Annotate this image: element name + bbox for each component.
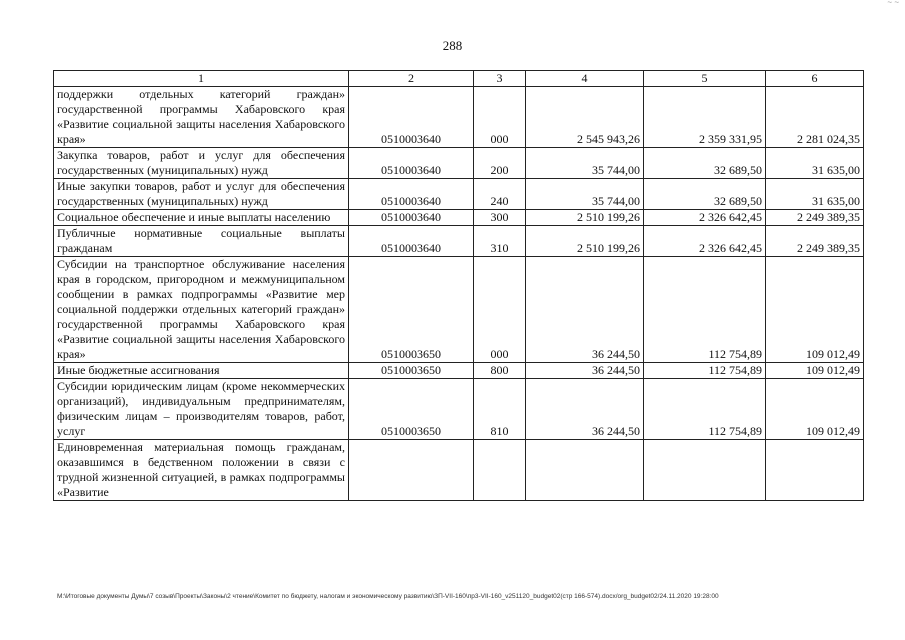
budget-table <box>53 70 864 501</box>
row-target-code: 0510003650 <box>349 379 474 440</box>
row-amount-year2: 112 754,89 <box>644 363 766 379</box>
row-name: Публичные нормативные социальные выплаты гражданам <box>54 226 349 257</box>
row-target-code: 0510003640 <box>349 210 474 226</box>
row-amount-year3: 109 012,49 <box>766 363 864 379</box>
row-expense-kind: 300 <box>474 210 526 226</box>
table-row <box>54 226 864 257</box>
row-amount-year3: 31 635,00 <box>766 179 864 210</box>
row-amount-year3 <box>766 440 864 501</box>
row-amount-year3: 109 012,49 <box>766 257 864 363</box>
table-row <box>54 363 864 379</box>
header-row <box>54 71 864 87</box>
row-amount-year2: 112 754,89 <box>644 257 766 363</box>
row-amount-year3: 2 249 389,35 <box>766 226 864 257</box>
row-name: Субсидии на транспортное обслуживание населения края в городском, пригородном и межмуниципальном сообщении в рамках подпрограммы «Развитие мер социальной поддержки отдельных категорий граждан» государственной программы Хабаровского края «Развитие социальной защиты населения Хабаровского края» <box>54 257 349 363</box>
row-amount-year1: 36 244,50 <box>526 257 644 363</box>
footer-file-path: M:\Итоговые документы Думы\7 созыв\Проекты\Законы\2 чтение\Комитет по бюджету, налогам и экономическому развитию\ЗП-VII-160\пр3-VII-160_v251120_budget02(стр 166-574).docx/org_budget02/24.11.2020 19:28:00 <box>57 593 719 600</box>
row-amount-year2: 2 326 642,45 <box>644 210 766 226</box>
header-col-1: 1 <box>54 71 349 87</box>
row-amount-year2: 32 689,50 <box>644 148 766 179</box>
row-target-code: 0510003640 <box>349 226 474 257</box>
table-row <box>54 257 864 363</box>
row-name: Социальное обеспечение и иные выплаты населению <box>54 210 349 226</box>
row-expense-kind: 810 <box>474 379 526 440</box>
row-amount-year2: 32 689,50 <box>644 179 766 210</box>
row-expense-kind: 800 <box>474 363 526 379</box>
row-amount-year1: 2 510 199,26 <box>526 210 644 226</box>
row-amount-year1: 36 244,50 <box>526 363 644 379</box>
row-target-code: 0510003640 <box>349 179 474 210</box>
row-amount-year1 <box>526 440 644 501</box>
table-row <box>54 210 864 226</box>
row-expense-kind: 310 <box>474 226 526 257</box>
row-expense-kind: 240 <box>474 179 526 210</box>
header-col-3: 3 <box>474 71 526 87</box>
row-amount-year1: 2 510 199,26 <box>526 226 644 257</box>
header-col-5: 5 <box>644 71 766 87</box>
row-name: Единовременная материальная помощь гражданам, оказавшимся в бедственном положении в связи с трудной жизненной ситуацией, в рамках подпрограммы «Развитие <box>54 440 349 501</box>
page-number: 288 <box>442 38 463 53</box>
header-col-6: 6 <box>766 71 864 87</box>
row-amount-year1: 35 744,00 <box>526 179 644 210</box>
row-name: Субсидии юридическим лицам (кроме некоммерческих организаций), индивидуальным предпринимателям, физическим лицам – производителям товаров, работ, услуг <box>54 379 349 440</box>
table-row <box>54 379 864 440</box>
row-target-code: 0510003650 <box>349 363 474 379</box>
row-amount-year2: 112 754,89 <box>644 379 766 440</box>
table-row <box>54 440 864 501</box>
row-expense-kind: 200 <box>474 148 526 179</box>
header-col-2: 2 <box>349 71 474 87</box>
row-target-code: 0510003640 <box>349 87 474 148</box>
corner-mark: ~ ~ <box>887 0 899 7</box>
row-target-code: 0510003640 <box>349 148 474 179</box>
row-amount-year3: 109 012,49 <box>766 379 864 440</box>
header-col-4: 4 <box>526 71 644 87</box>
row-expense-kind <box>474 440 526 501</box>
table-row <box>54 179 864 210</box>
row-amount-year1: 35 744,00 <box>526 148 644 179</box>
table-row <box>54 148 864 179</box>
row-amount-year3: 31 635,00 <box>766 148 864 179</box>
row-name: Иные закупки товаров, работ и услуг для обеспечения государственных (муниципальных) нужд <box>54 179 349 210</box>
row-expense-kind: 000 <box>474 257 526 363</box>
table-row <box>54 87 864 148</box>
row-name: Иные бюджетные ассигнования <box>54 363 349 379</box>
row-target-code: 0510003650 <box>349 257 474 363</box>
row-amount-year1: 2 545 943,26 <box>526 87 644 148</box>
row-amount-year2: 2 359 331,95 <box>644 87 766 148</box>
row-amount-year2 <box>644 440 766 501</box>
row-amount-year3: 2 249 389,35 <box>766 210 864 226</box>
row-name: поддержки отдельных категорий граждан» государственной программы Хабаровского края «Развитие социальной защиты населения Хабаровского края» <box>54 87 349 148</box>
row-amount-year3: 2 281 024,35 <box>766 87 864 148</box>
row-name: Закупка товаров, работ и услуг для обеспечения государственных (муниципальных) нужд <box>54 148 349 179</box>
row-expense-kind: 000 <box>474 87 526 148</box>
row-amount-year2: 2 326 642,45 <box>644 226 766 257</box>
row-amount-year1: 36 244,50 <box>526 379 644 440</box>
row-target-code <box>349 440 474 501</box>
